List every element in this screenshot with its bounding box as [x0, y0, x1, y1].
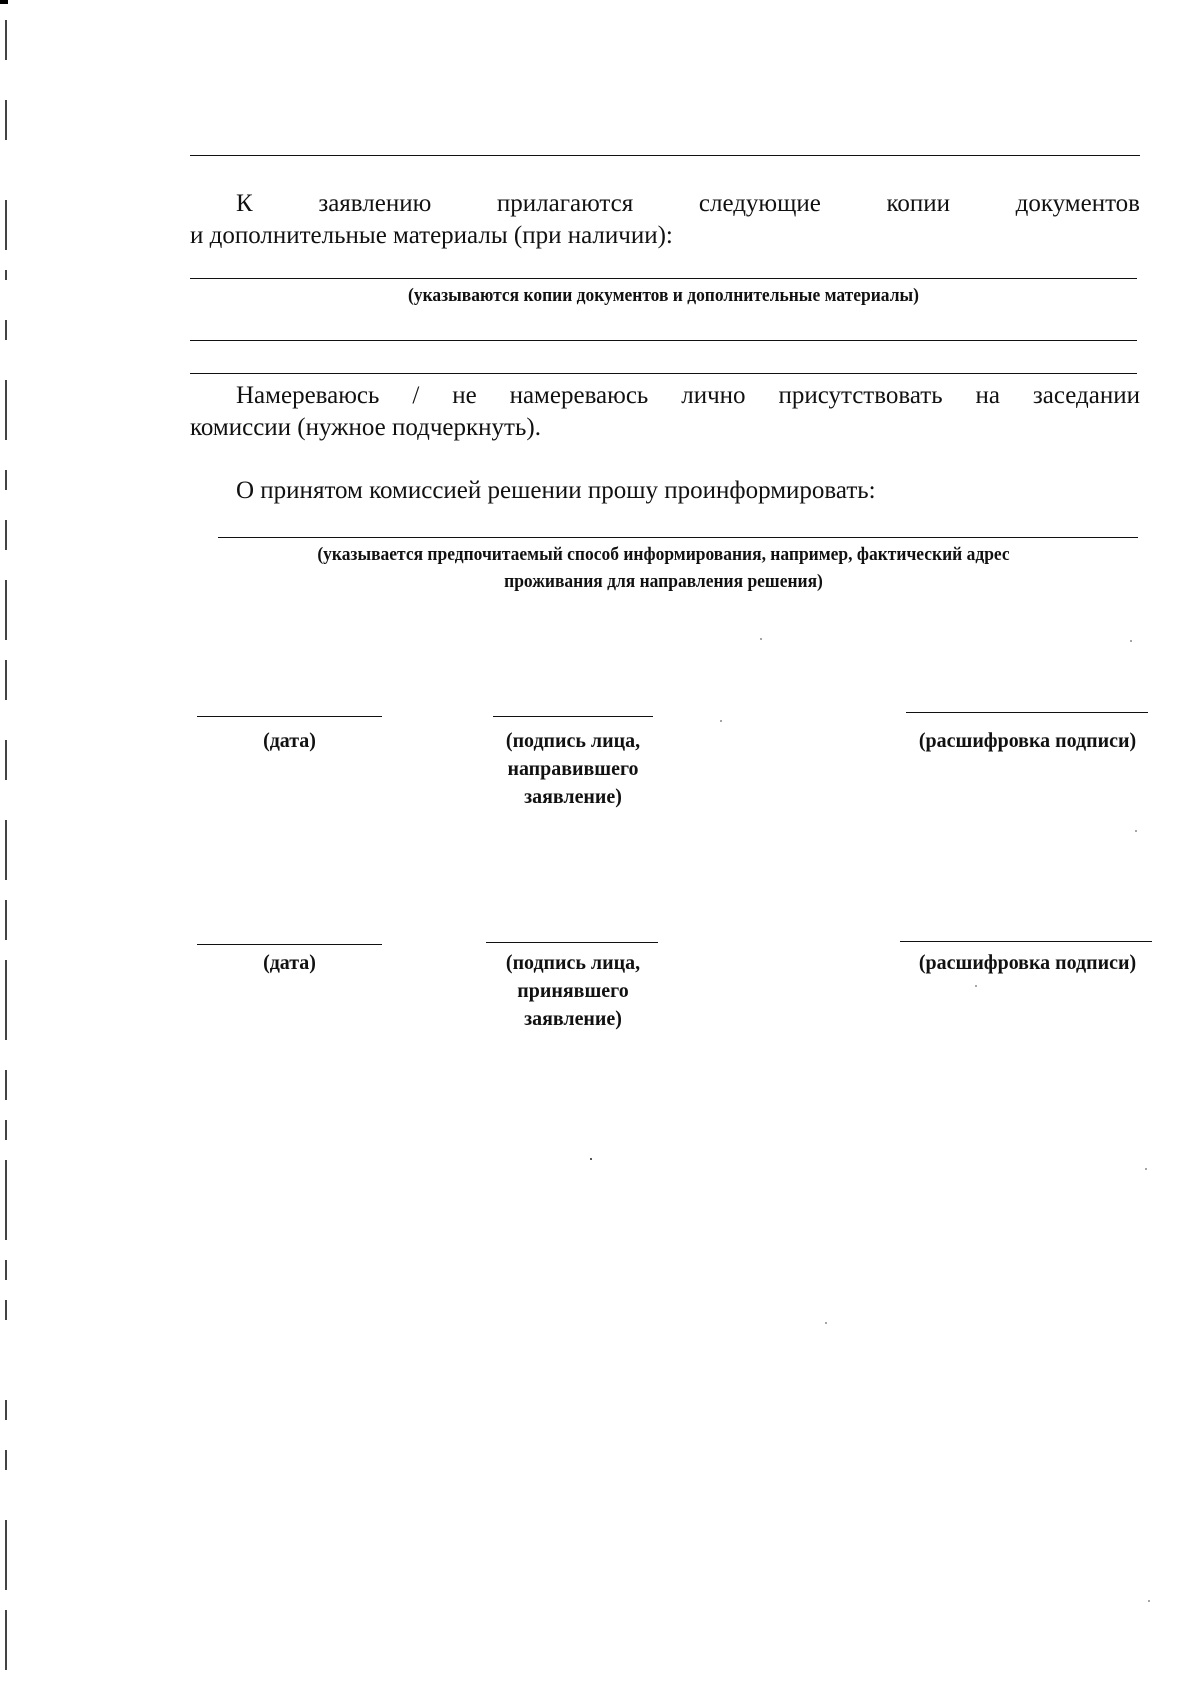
scan-speck: [1148, 1600, 1150, 1602]
word: копии: [886, 190, 950, 217]
attachments-fill-line-1[interactable]: [190, 278, 1137, 279]
inform-hint-line-1: (указывается предпочитаемый способ информирования, например, фактический адрес: [317, 544, 1010, 565]
date-caption-1: (дата): [263, 728, 316, 752]
decoding-caption-2: (расшифровка подписи): [918, 950, 1137, 974]
decoding-line-1[interactable]: [906, 712, 1148, 713]
attendance-line-1: [190, 380, 1140, 412]
scan-speck: [590, 1158, 592, 1160]
scan-speck: [1145, 1168, 1147, 1170]
signature-caption-line: (подпись лица,: [505, 728, 641, 752]
inform-text: О принятом комиссией решении прошу проинформировать:: [236, 477, 876, 504]
scan-speck: [825, 1322, 827, 1324]
signature-caption-2: [469, 948, 678, 1032]
date-line-1[interactable]: [197, 716, 382, 717]
signature-caption-line: принявшего: [517, 978, 629, 1002]
attachments-line-1: [190, 188, 1140, 220]
scan-speck: [1135, 830, 1137, 832]
attendance-line-2: комиссии (нужное подчеркнуть).: [190, 414, 541, 441]
word: заседании: [1032, 382, 1140, 409]
signature-caption-line: заявление): [524, 1006, 622, 1030]
scan-speck: [1130, 640, 1132, 642]
attendance-paragraph: [190, 380, 1140, 444]
signature-caption-1: [469, 726, 678, 810]
date-caption-2: (дата): [263, 950, 316, 974]
decoding-caption-1: (расшифровка подписи): [918, 728, 1137, 752]
word: не: [452, 382, 477, 409]
decoding-line-2[interactable]: [900, 941, 1152, 942]
attachments-paragraph: [190, 188, 1140, 252]
attachments-fill-line-3[interactable]: [190, 373, 1137, 374]
inform-hint-line-2: проживания для направления решения): [504, 571, 823, 592]
word: намереваюсь: [509, 382, 649, 409]
word: присутствовать: [778, 382, 943, 409]
word: документов: [1015, 190, 1140, 217]
attachments-hint: (указываются копии документов и дополнительные материалы): [408, 285, 919, 306]
scan-speck: [975, 985, 977, 987]
word: /: [412, 382, 420, 409]
date-line-2[interactable]: [197, 944, 382, 945]
signature-caption-line: заявление): [524, 784, 622, 808]
word: прилагаются: [496, 190, 634, 217]
scan-speck: [760, 638, 762, 640]
word: Намереваюсь: [236, 382, 380, 409]
word: К: [236, 190, 253, 217]
word: заявлению: [318, 190, 432, 217]
inform-fill-line[interactable]: [218, 537, 1138, 538]
signature-caption-line: (подпись лица,: [505, 950, 641, 974]
word: следующие: [698, 190, 821, 217]
word: на: [975, 382, 1000, 409]
signature-line-1[interactable]: [493, 716, 653, 717]
attachments-line-2: и дополнительные материалы (при наличии):: [190, 222, 673, 249]
scan-edge-artifact: [0, 0, 10, 1695]
word: лично: [681, 382, 746, 409]
signature-caption-line: направившего: [507, 756, 639, 780]
signature-line-2[interactable]: [486, 942, 658, 943]
scan-speck: [720, 720, 722, 722]
top-rule: [190, 155, 1140, 156]
attachments-fill-line-2[interactable]: [190, 340, 1137, 341]
